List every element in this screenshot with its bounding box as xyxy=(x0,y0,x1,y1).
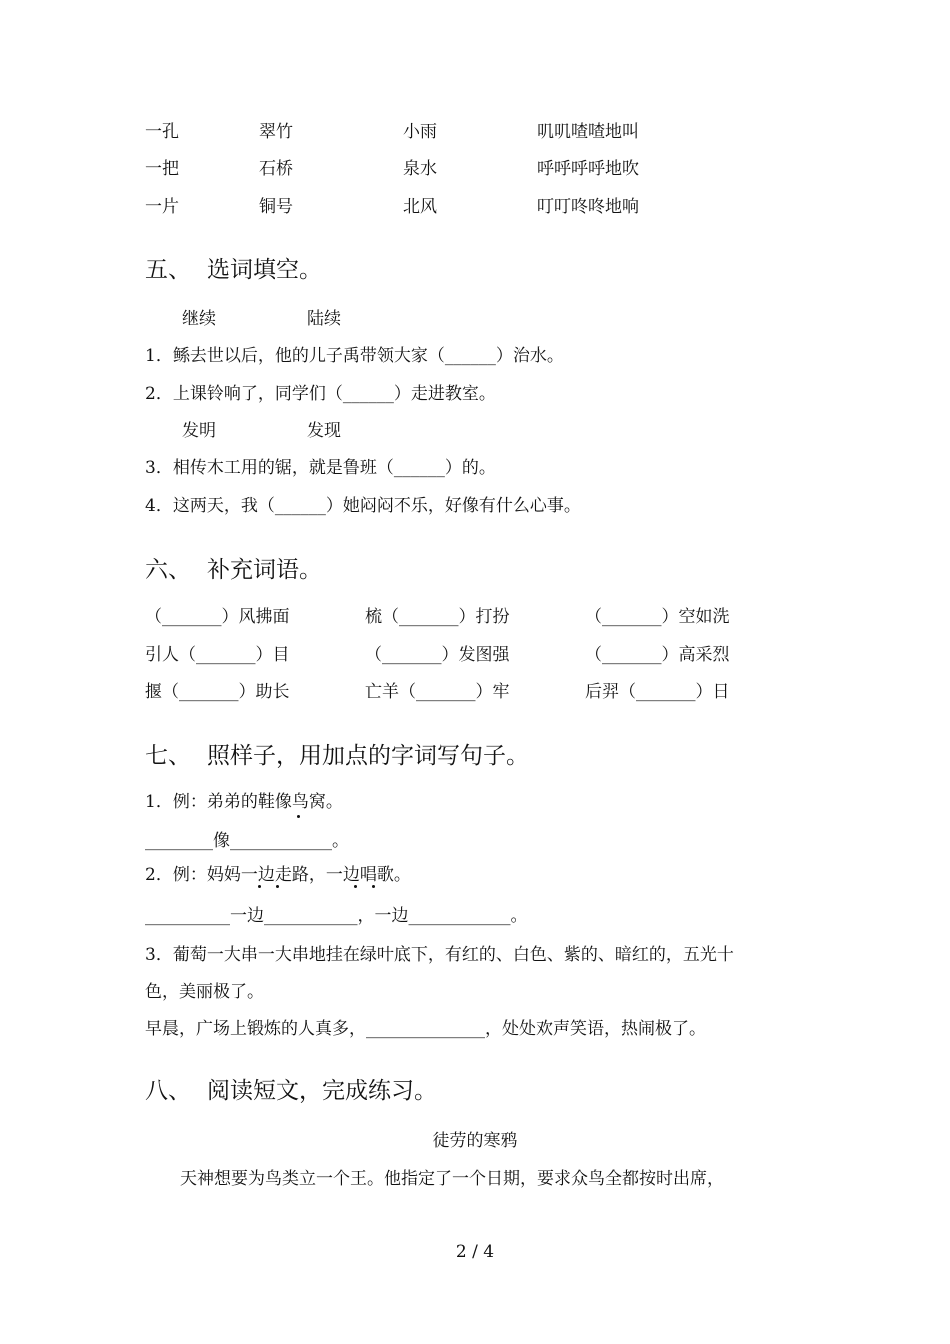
idiom-1-2: 梳（_______）打扮 xyxy=(365,607,510,627)
idiom-1-3: （_______）空如洗 xyxy=(585,607,730,627)
idiom-3-3: 后羿（_______）日 xyxy=(585,682,730,702)
match-cell-d2: 呼呼呼呼地吹 xyxy=(537,159,639,179)
section-5-title: 选词填空。 xyxy=(207,257,322,283)
section-8-title: 阅读短文，完成练习。 xyxy=(207,1078,437,1104)
match-cell-b1: 翠竹 xyxy=(259,122,293,142)
match-cell-c2: 泉水 xyxy=(403,159,437,179)
match-cell-a2: 一把 xyxy=(145,159,179,179)
match-cell-b3: 铜号 xyxy=(259,197,293,217)
emphasis-dot xyxy=(276,885,279,888)
answer-line-2: __________一边___________，一边____________。 xyxy=(145,906,528,926)
section-8-heading xyxy=(145,1077,437,1105)
question-5-4: 4．这两天，我（______）她闷闷不乐，好像有什么心事。 xyxy=(145,496,581,516)
passage-line-1: 天神想要为鸟类立一个王。他指定了一个日期，要求众鸟全都按时出席， xyxy=(180,1169,724,1189)
answer-line-3: 早晨，广场上锻炼的人真多，______________，处处欢声笑语，热闹极了。 xyxy=(145,1019,706,1039)
section-7-heading xyxy=(145,742,529,770)
match-cell-b2: 石桥 xyxy=(259,159,293,179)
section-6-title: 补充词语。 xyxy=(207,557,322,583)
section-7-number: 七、 xyxy=(145,743,191,769)
section-8-number: 八、 xyxy=(145,1078,191,1104)
idiom-2-2: （_______）发图强 xyxy=(365,645,510,665)
answer-line-1: ________像____________。 xyxy=(145,831,349,851)
emphasis-dot xyxy=(258,885,261,888)
idiom-2-3: （_______）高采烈 xyxy=(585,645,730,665)
example-3-line-1: 3．葡萄一大串一大串地挂在绿叶底下，有红的、白色、紫的、暗红的，五光十 xyxy=(145,945,734,965)
page-number: 2 / 4 xyxy=(455,1242,495,1262)
word-choice-luxu: 陆续 xyxy=(307,309,341,329)
match-cell-d1: 叽叽喳喳地叫 xyxy=(537,122,639,142)
example-2: 2．例：妈妈一边走路，一边唱歌。 xyxy=(145,865,411,885)
match-cell-a1: 一孔 xyxy=(145,122,179,142)
idiom-3-1: 揠（_______）助长 xyxy=(145,682,290,702)
emphasis-dot xyxy=(297,815,300,818)
question-5-2: 2．上课铃响了，同学们（______）走进教室。 xyxy=(145,384,496,404)
word-choice-faming: 发明 xyxy=(182,421,216,441)
match-cell-c1: 小雨 xyxy=(403,122,437,142)
idiom-3-2: 亡羊（_______）牢 xyxy=(365,682,510,702)
word-choice-faxian: 发现 xyxy=(307,421,341,441)
word-choice-jixu: 继续 xyxy=(182,309,216,329)
match-cell-a3: 一片 xyxy=(145,197,179,217)
idiom-2-1: 引人（_______）目 xyxy=(145,645,290,665)
section-6-heading xyxy=(145,556,322,584)
section-5-number: 五、 xyxy=(145,257,191,283)
section-7-title: 照样子，用加点的字词写句子。 xyxy=(207,743,529,769)
question-5-3: 3．相传木工用的锯，就是鲁班（______）的。 xyxy=(145,458,496,478)
example-1: 1．例：弟弟的鞋像鸟窝。 xyxy=(145,792,343,812)
section-6-number: 六、 xyxy=(145,557,191,583)
match-cell-c3: 北风 xyxy=(403,197,437,217)
section-5-heading xyxy=(145,256,322,284)
example-3-line-2: 色，美丽极了。 xyxy=(145,982,264,1002)
question-5-1: 1．鲧去世以后，他的儿子禹带领大家（______）治水。 xyxy=(145,346,564,366)
match-cell-d3: 叮叮咚咚地响 xyxy=(537,197,639,217)
emphasis-dot xyxy=(354,885,357,888)
emphasis-dot xyxy=(372,885,375,888)
passage-title: 徒劳的寒鸦 xyxy=(432,1131,518,1151)
idiom-1-1: （_______）风拂面 xyxy=(145,607,290,627)
